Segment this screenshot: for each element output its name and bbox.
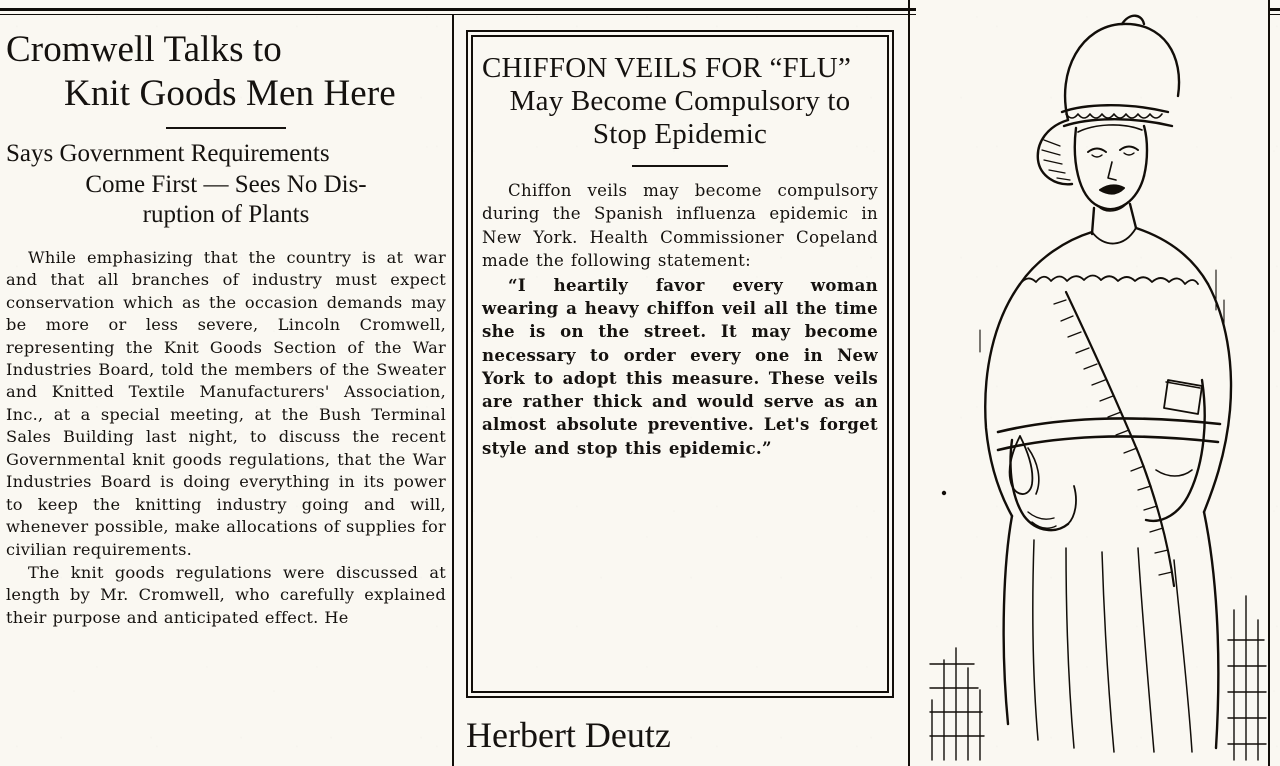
subheadline [6, 139, 446, 231]
headline-herbert-deutz: Herbert Deutz [466, 715, 671, 755]
column-rule-1 [452, 14, 454, 766]
boxed-headline [482, 52, 878, 151]
woman-in-coat-drawing [916, 0, 1268, 766]
article-body-left [6, 247, 446, 629]
boxed-headline-line-2: May Become Compulsory to [509, 85, 851, 118]
boxed-headline-line-1: CHIFFON VEILS FOR “FLU” [482, 52, 852, 84]
subheadline-line-1: Says Government Requirements [6, 140, 330, 168]
boxed-headline-divider [632, 165, 728, 167]
paragraph-quote: “I heartily favor every woman wearing a heavy chiffon veil all the time she is on the street. It may become necessary to order every one in New York to adopt this measure. These veils are rather thick and would serve as an almost absolute preventive. Let's forget style and stop this epidemic.” [482, 275, 878, 458]
boxed-article-body [482, 179, 878, 460]
column-rule-3 [1268, 0, 1270, 766]
below-box-article [466, 716, 896, 756]
headline-cromwell [6, 28, 446, 115]
paragraph: The knit goods regulations were discussed at length by Mr. Cromwell, who carefully explained their purpose and anticipated effect. He [6, 562, 446, 627]
headline-line-2: Knit Goods Men Here [64, 72, 396, 114]
boxed-headline-line-3: Stop Epidemic [592, 118, 768, 151]
paragraph: Chiffon veils may become compulsory during the Spanish influenza epidemic in New York. Health Commissioner Copeland made the following statement: [482, 181, 878, 270]
paragraph: While emphasizing that the country is at war and that all branches of industry must expect conservation which as the occasion demands may be more or less severe, Lincoln Cromwell, representing the Knit Goods Section of the War Industries Board, told the members of the Sweater and Knitted Textile Manufacturers' Association, Inc., at a special meeting, at the Bush Terminal Sales Building last night, to discuss the recent Governmental knit goods regulations, that the War Industries Board is doing everything in its power to keep the knitting industry going and will, whenever possible, make allocations of supplies for civilian requirements. [6, 247, 446, 559]
subheadline-line-3: ruption of Plants [142, 201, 310, 229]
headline-line-1: Cromwell Talks to [6, 29, 282, 70]
headline-divider [166, 127, 286, 129]
fashion-illustration [916, 0, 1268, 766]
article-column-left [6, 24, 446, 629]
column-rule-2 [908, 0, 910, 766]
subheadline-line-2: Come First — Sees No Dis- [85, 170, 367, 198]
boxed-article [466, 30, 894, 698]
